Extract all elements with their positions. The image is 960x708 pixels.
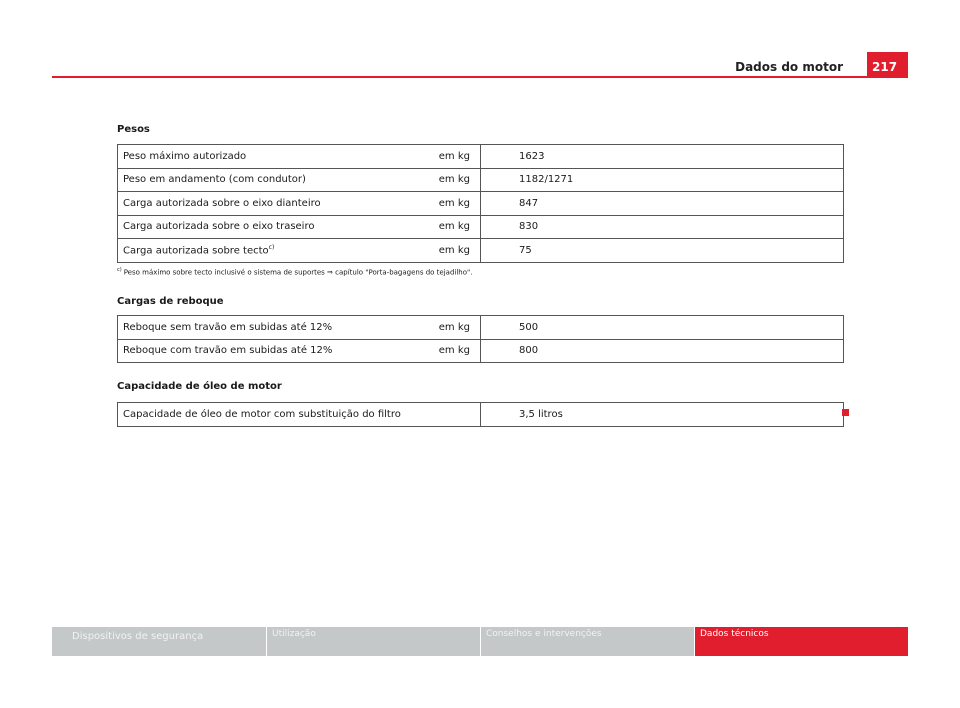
row-unit: em kg bbox=[431, 168, 481, 192]
row-value: 847 bbox=[481, 192, 844, 216]
footnote-text: Peso máximo sobre tecto inclusivé o sistema de suportes ⇒ capítulo "Porta-bagagens do tejadilho". bbox=[123, 268, 473, 277]
row-unit: em kg bbox=[431, 339, 481, 363]
page-number: 217 bbox=[867, 52, 908, 78]
footer-nav-item-safety[interactable]: Dispositivos de segurança bbox=[52, 627, 266, 656]
row-label: Peso máximo autorizado bbox=[118, 145, 431, 169]
section-title-towing: Cargas de reboque bbox=[117, 296, 224, 307]
footnote-mark: c) bbox=[117, 267, 122, 273]
footnote-reference: c) bbox=[268, 244, 275, 252]
footer-nav bbox=[52, 627, 908, 656]
footnote bbox=[117, 267, 472, 276]
row-label: Carga autorizada sobre o eixo traseiro bbox=[118, 215, 431, 239]
row-unit: em kg bbox=[431, 192, 481, 216]
row-unit: em kg bbox=[431, 145, 481, 169]
row-value: 1623 bbox=[481, 145, 844, 169]
table-row bbox=[118, 339, 844, 363]
row-value: 800 bbox=[481, 339, 844, 363]
row-value: 3,5 litros bbox=[481, 403, 844, 427]
table-row bbox=[118, 239, 844, 263]
weights-table bbox=[117, 144, 844, 263]
table-row bbox=[118, 145, 844, 169]
row-label: Peso em andamento (com condutor) bbox=[118, 168, 431, 192]
table-row bbox=[118, 215, 844, 239]
row-value: 830 bbox=[481, 215, 844, 239]
footer-nav-item-maintenance[interactable]: Conselhos e intervenções bbox=[480, 627, 694, 656]
section-title-weights: Pesos bbox=[117, 124, 150, 135]
row-unit: em kg bbox=[431, 215, 481, 239]
row-value: 500 bbox=[481, 316, 844, 340]
table-row bbox=[118, 316, 844, 340]
section-end-marker bbox=[842, 409, 849, 416]
row-label-text: Carga autorizada sobre tecto bbox=[123, 245, 269, 257]
row-value: 75 bbox=[481, 239, 844, 263]
row-label: Carga autorizada sobre o eixo dianteiro bbox=[118, 192, 431, 216]
table-row bbox=[118, 403, 844, 427]
row-value: 1182/1271 bbox=[481, 168, 844, 192]
section-title-oil: Capacidade de óleo de motor bbox=[117, 381, 282, 392]
header-rule bbox=[52, 76, 908, 78]
oil-table bbox=[117, 402, 844, 427]
footer-nav-item-usage[interactable]: Utilização bbox=[266, 627, 480, 656]
footer-nav-item-technical-data[interactable]: Dados técnicos bbox=[694, 627, 908, 656]
row-unit: em kg bbox=[431, 239, 481, 263]
row-label bbox=[118, 239, 431, 263]
row-label: Capacidade de óleo de motor com substituição do filtro bbox=[118, 403, 481, 427]
page-title: Dados do motor bbox=[735, 60, 843, 74]
row-label: Reboque sem travão em subidas até 12% bbox=[118, 316, 431, 340]
table-row bbox=[118, 192, 844, 216]
row-unit: em kg bbox=[431, 316, 481, 340]
table-row bbox=[118, 168, 844, 192]
towing-table bbox=[117, 315, 844, 363]
row-label: Reboque com travão em subidas até 12% bbox=[118, 339, 431, 363]
